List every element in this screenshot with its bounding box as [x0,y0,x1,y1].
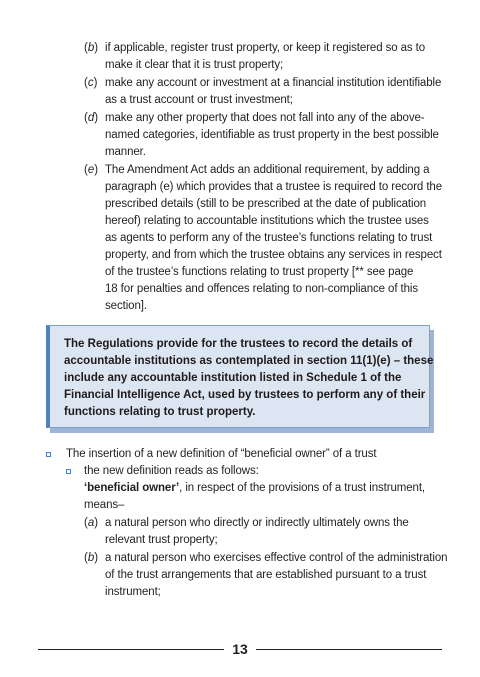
sub-bullet-text: the new definition reads as follows: [84,465,259,477]
footer-rule-left [38,649,224,650]
def-item-b-line-3: instrument; [105,586,161,598]
sub-bullet-square-icon [66,469,71,474]
page-number: 13 [232,641,248,657]
bullet-square-icon [46,452,51,457]
def-item-b-line-2: of the trust arrangements that are established pursuant to a trust [105,569,427,581]
item-e-line-6: property, and from which the trustee obtains any services in respect [105,249,442,261]
callout-line-1: The Regulations provide for the trustees to record the details of [64,338,413,350]
def-item-a-line-2: relevant trust property; [105,534,218,546]
def-item-letter-a: (a) [84,517,99,529]
item-letter-b: (b) [84,42,99,54]
item-e-line-1: The Amendment Act adds an additional requirement, by adding a [105,164,430,176]
item-b-line-1: if applicable, register trust property, or keep it registered so as to [105,42,426,54]
item-e-line-5: as agents to perform any of the trustee’s functions relating to trust [105,232,433,244]
item-c-line-1: make any account or investment at a financial institution identifiable [105,77,442,89]
callout-line-3: include any accountable institution listed in Schedule 1 of the [64,372,402,384]
item-e-line-4: hereof) relating to accountable institutions which the trustee uses [105,215,429,227]
regulations-callout-box [46,325,434,428]
item-letter-d: (d) [84,112,99,124]
def-item-letter-b: (b) [84,552,99,564]
item-letter-c: (c) [84,77,98,89]
item-e-line-8: 18 for penalties and offences relating to non-compliance of this [105,283,419,295]
item-letter-e: (e) [84,164,99,176]
item-e-line-2: paragraph (e) which provides that a trustee is required to record the [105,181,443,193]
definition-term: ‘beneficial owner’ [84,482,180,494]
item-e-line-3: prescribed details (still to be prescribed at the date of publication [105,198,427,210]
item-d-line-3: manner. [105,146,146,158]
def-item-a-line-1: a natural person who directly or indirectly ultimately owns the [105,517,409,529]
item-d-line-2: named categories, identifiable as trust property in the best possible [105,129,439,141]
item-e-line-9: section]. [105,300,147,312]
callout-line-4: Financial Intelligence Act, used by trustees to perform any of their [64,389,426,401]
callout-line-2: accountable institutions as contemplated in section 11(1)(e) – these [64,355,434,367]
callout-line-5: functions relating to trust property. [64,406,256,418]
means-line: means– [84,499,125,511]
item-e-line-7: of the trustee’s functions relating to trust property [** see page [105,266,414,278]
item-d-line-1: make any other property that does not fall into any of the above- [105,112,425,124]
definition-line [84,481,425,496]
item-b-line-2: make it clear that it is trust property; [105,59,284,71]
item-c-line-2: as a trust account or trust investment; [105,94,293,106]
footer-rule-right [256,649,442,650]
def-item-b-line-1: a natural person who exercises effective control of the administration [105,552,448,564]
bullet-definition-heading: The insertion of a new definition of “beneficial owner” of a trust [66,448,377,460]
definition-rest: , in respect of the provisions of a trust instrument, [179,482,426,494]
